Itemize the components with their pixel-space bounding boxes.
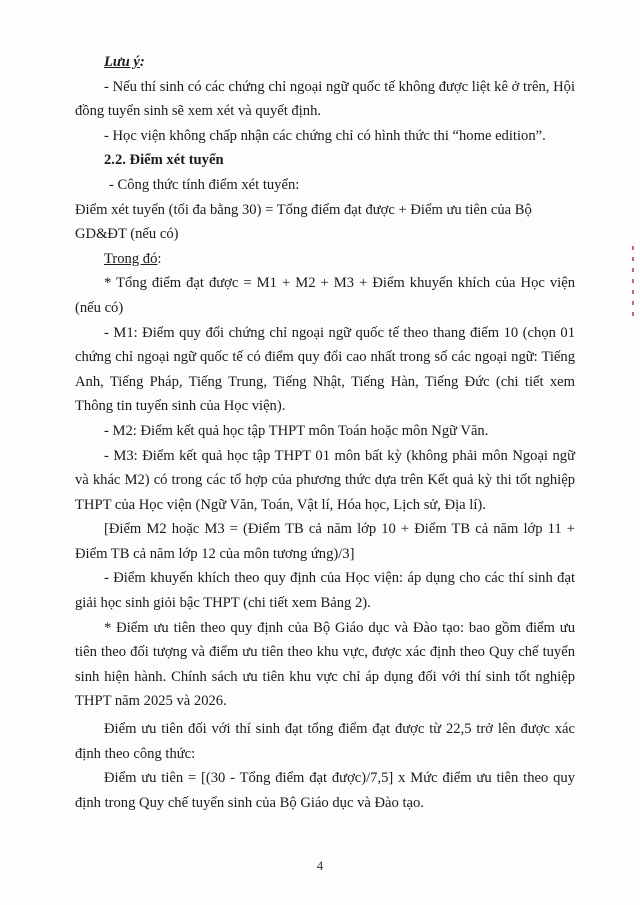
- bonus-definition: - Điểm khuyến khích theo quy định của Học viện: áp dụng cho các thí sinh đạt giải học sinh giỏi bậc THPT (chi tiết xem Bảng 2).: [75, 570, 575, 612]
- m1-definition: - M1: Điểm quy đổi chứng chỉ ngoại ngữ quốc tế theo thang điểm 10 (chọn 01 chứng chỉ ngoại ngữ quốc tế có điểm quy đổi cao nhất trong số các ngoại ngữ: Tiếng Anh, Tiếng Pháp, Tiếng Trung, Tiếng Nhật, Tiếng Hàn, Tiếng Đức (chi tiết xem Thông tin tuyển sinh của Học viện).: [75, 324, 575, 415]
- priority-definition: * Điểm ưu tiên theo quy định của Bộ Giáo dục và Đào tạo: bao gồm điểm ưu tiên theo đối tượng và điểm ưu tiên theo khu vực, được xác định theo Quy chế tuyển sinh hiện hành. Chính sách ưu tiên khu vực chỉ áp dụng đối với thí sinh tốt nghiệp THPT năm 2025 và 2026.: [75, 619, 575, 710]
- stamp-edge-marks: [631, 246, 637, 336]
- priority-formula: Điểm ưu tiên = [(30 - Tổng điểm đạt được)/7,5] x Mức điểm ưu tiên theo quy định trong Quy chế tuyển sinh của Bộ Giáo dục và Đào tạo.: [75, 770, 575, 811]
- formula-main: Điểm xét tuyển (tối đa bằng 30) = Tổng điểm đạt được + Điểm ưu tiên của Bộ GD&ĐT (nếu có): [75, 201, 532, 243]
- document-body: [75, 50, 575, 815]
- page-number: 4: [316, 858, 324, 873]
- note-heading-text: Lưu ý: [104, 54, 140, 70]
- note-heading-colon: :: [139, 54, 145, 70]
- note-item-2: - Học viện không chấp nhận các chứng chỉ có hình thức thi “home edition”.: [104, 127, 546, 144]
- note-heading: [75, 50, 575, 75]
- priority-threshold: Điểm ưu tiên đối với thí sinh đạt tổng điểm đạt được từ 22,5 trở lên được xác định theo công thức:: [75, 721, 575, 762]
- where-label-text: Trong đó: [104, 250, 158, 267]
- where-label: [75, 247, 575, 272]
- formula-intro: - Công thức tính điểm xét tuyển:: [109, 176, 300, 193]
- m-formula: [Điểm M2 hoặc M3 = (Điểm TB cả năm lớp 10 + Điểm TB cả năm lớp 11 + Điểm TB cả năm lớp 12 của môn tương ứng)/3]: [75, 521, 575, 562]
- section-heading: 2.2. Điểm xét tuyển: [104, 152, 224, 169]
- total-formula: * Tổng điểm đạt được = M1 + M2 + M3 + Điểm khuyến khích của Học viện (nếu có): [75, 275, 575, 316]
- note-item-1: - Nếu thí sinh có các chứng chỉ ngoại ngữ quốc tế không được liệt kê ở trên, Hội đồng tuyển sinh sẽ xem xét và quyết định.: [75, 78, 575, 120]
- m3-definition: - M3: Điểm kết quả học tập THPT 01 môn bất kỳ (không phải môn Ngoại ngữ và khác M2) có trong các tổ hợp của phương thức dựa trên Kết quả kỳ thi tốt nghiệp THPT của Học viện (Ngữ Văn, Toán, Vật lí, Hóa học, Lịch sử, Địa lí).: [75, 447, 575, 513]
- scan-artifact: · · · ·: [18, 30, 73, 36]
- m2-definition: - M2: Điểm kết quả học tập THPT môn Toán hoặc môn Ngữ Văn.: [104, 422, 489, 439]
- where-label-colon: :: [157, 250, 162, 267]
